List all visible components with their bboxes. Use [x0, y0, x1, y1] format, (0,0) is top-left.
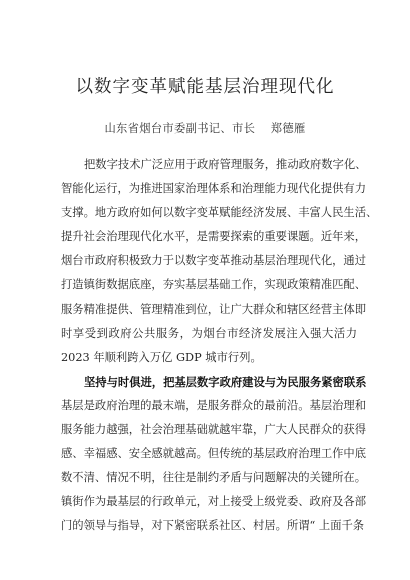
- paragraph-line: 感、幸福感、安全感就越高。但传统的基层政府治理工作中底: [61, 447, 367, 461]
- paragraph-line: 支撑。地方政府如何以数字变革赋能经济发展、丰富人民生活、: [61, 206, 378, 220]
- paragraph-line: 门的领导与指导，对下紧密联系社区、村居。所谓“ 上面千条: [61, 519, 365, 533]
- article-body: [61, 153, 378, 539]
- paragraph-line: 服务能力越强，社会治理基础就越牢靠，广大人民群众的获得: [61, 423, 367, 437]
- paragraph-line: 镇街作为最基层的行政单元，对上接受上级党委、政府及各部: [61, 495, 367, 509]
- paragraph-line: 提升社会治理现代化水平，是需要探索的重要课题。近年来，: [61, 230, 367, 244]
- paragraph-line: 智能化运行，为推进国家治理体系和治理能力现代化提供有力: [61, 182, 367, 196]
- article-title: 以数字变革赋能基层治理现代化: [75, 77, 335, 97]
- paragraph-line: 2023 年顺利跨入万亿 GDP 城市行列。: [61, 350, 262, 364]
- paragraph-line: 数不清、情况不明，往往是制约矛盾与问题解决的关键所在。: [61, 471, 367, 485]
- author-byline: 山东省烟台市委副书记、市长 郑德雁: [104, 122, 306, 135]
- paragraph-line: 服务精准提供、管理精准到位，让广大群众和辖区经营主体即: [61, 302, 367, 316]
- paragraph-line: 时享受到政府公共服务，为烟台市经济发展注入强大活力: [61, 326, 357, 340]
- paragraph-line: 打造镇街数据底座，夯实基层基础工作，实现政策精准匹配、: [61, 278, 367, 292]
- paragraph-line: 把数字技术广泛应用于政府管理服务，推动政府数字化、: [84, 158, 367, 171]
- section-heading: 坚持与时俱进，把基层数字政府建设与为民服务紧密联系: [84, 374, 367, 389]
- paragraph-line: 基层是政府治理的最末端，是服务群众的最前沿。基层治理和: [61, 398, 367, 412]
- paragraph-line: 烟台市政府积极致力于以数字变革推动基层治理现代化，通过: [61, 254, 367, 268]
